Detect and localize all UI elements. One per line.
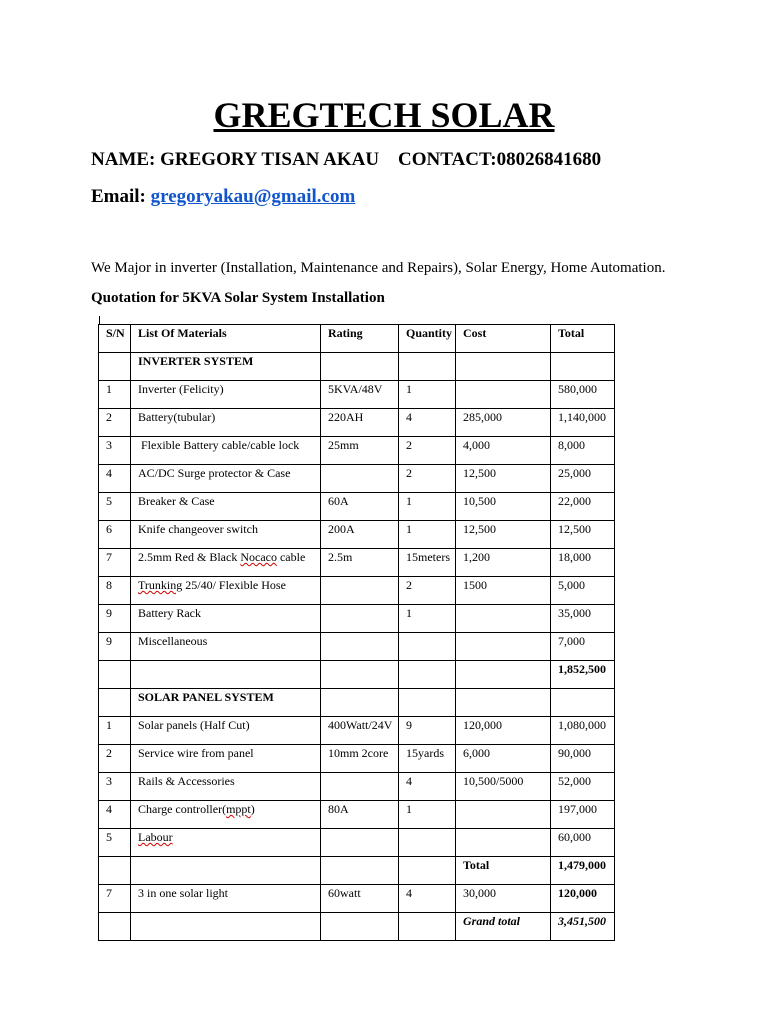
material-text: 2.5mm Red & Black	[138, 550, 241, 564]
material-cell: AC/DC Surge protector & Case	[131, 465, 321, 493]
rating-cell: 220AH	[321, 409, 399, 437]
spellcheck-word: Trunking	[138, 578, 183, 592]
sn-cell: 2	[99, 745, 131, 773]
rating-cell: 5KVA/48V	[321, 381, 399, 409]
table-row	[99, 493, 615, 521]
rating-cell: 60A	[321, 493, 399, 521]
table-cell	[456, 661, 551, 689]
cost-cell: 12,500	[456, 465, 551, 493]
sn-cell: 1	[99, 717, 131, 745]
subtotal-row	[99, 661, 615, 689]
material-cell	[131, 577, 321, 605]
solar-total-row	[99, 857, 615, 885]
table-cell	[399, 913, 456, 941]
sn-cell: 2	[99, 409, 131, 437]
table-cell	[456, 689, 551, 717]
material-cell	[131, 801, 321, 829]
section-row-solar	[99, 689, 615, 717]
table-cell	[99, 353, 131, 381]
grand-total: 3,451,500	[551, 913, 615, 941]
table-cell	[551, 353, 615, 381]
table-row	[99, 409, 615, 437]
material-text: 25/40/ Flexible Hose	[182, 578, 286, 592]
total-cell: 1,140,000	[551, 409, 615, 437]
table-cell	[551, 689, 615, 717]
sn-cell: 3	[99, 437, 131, 465]
sn-cell: 1	[99, 381, 131, 409]
quotation-title: Quotation for 5KVA Solar System Installation	[91, 290, 385, 306]
section-heading: INVERTER SYSTEM	[131, 353, 321, 381]
quantity-cell: 1	[399, 381, 456, 409]
quantity-cell: 4	[399, 773, 456, 801]
total-cell: 60,000	[551, 829, 615, 857]
cost-cell: 30,000	[456, 885, 551, 913]
table-cell	[99, 913, 131, 941]
table-row	[99, 465, 615, 493]
text-cursor	[99, 316, 100, 324]
material-cell: Solar panels (Half Cut)	[131, 717, 321, 745]
grand-total-row	[99, 913, 615, 941]
rating-cell	[321, 465, 399, 493]
cost-cell: 12,500	[456, 521, 551, 549]
spellcheck-word: Nocaco	[240, 550, 277, 564]
quotation-table	[98, 324, 615, 941]
rating-cell: 200A	[321, 521, 399, 549]
total-cell: 52,000	[551, 773, 615, 801]
sn-cell: 4	[99, 465, 131, 493]
total-cell: 5,000	[551, 577, 615, 605]
rating-cell	[321, 577, 399, 605]
table-row	[99, 381, 615, 409]
table-cell	[399, 857, 456, 885]
table-cell	[399, 661, 456, 689]
material-cell: Battery Rack	[131, 605, 321, 633]
table-cell	[321, 689, 399, 717]
material-cell: Rails & Accessories	[131, 773, 321, 801]
email-line	[91, 185, 355, 209]
grand-total-label: Grand total	[456, 913, 551, 941]
table-cell	[131, 857, 321, 885]
email-link[interactable]: gregoryakau@gmail.com	[150, 186, 356, 207]
quantity-cell: 15meters	[399, 549, 456, 577]
table-header-row	[99, 325, 615, 353]
spellcheck-word: Labour	[138, 830, 173, 844]
quantity-cell: 1	[399, 605, 456, 633]
table-row	[99, 745, 615, 773]
table-cell	[131, 661, 321, 689]
rating-cell: 60watt	[321, 885, 399, 913]
intro-text: We Major in inverter (Installation, Maintenance and Repairs), Solar Energy, Home Automation.	[91, 260, 666, 276]
quantity-cell: 15yards	[399, 745, 456, 773]
table-row	[99, 521, 615, 549]
cost-cell	[456, 381, 551, 409]
cost-cell: 120,000	[456, 717, 551, 745]
quantity-cell: 2	[399, 465, 456, 493]
table-row	[99, 829, 615, 857]
total-cell: 25,000	[551, 465, 615, 493]
quantity-cell: 1	[399, 493, 456, 521]
rating-cell: 10mm 2core	[321, 745, 399, 773]
table-row	[99, 773, 615, 801]
material-cell	[131, 829, 321, 857]
total-cell: 580,000	[551, 381, 615, 409]
total-cell: 22,000	[551, 493, 615, 521]
contact-line: NAME: GREGORY TISAN AKAU CONTACT:08026841680	[91, 149, 602, 170]
table-row	[99, 633, 615, 661]
cost-cell	[456, 633, 551, 661]
material-cell: Flexible Battery cable/cable lock	[131, 437, 321, 465]
cost-cell: 285,000	[456, 409, 551, 437]
total-cell: 7,000	[551, 633, 615, 661]
material-text: )	[250, 802, 255, 816]
rating-cell: 25mm	[321, 437, 399, 465]
cost-cell: 10,500	[456, 493, 551, 521]
sn-cell: 8	[99, 577, 131, 605]
table-cell	[399, 353, 456, 381]
header-total: Total	[551, 325, 615, 353]
total-cell: 90,000	[551, 745, 615, 773]
table-row	[99, 717, 615, 745]
spellcheck-word: mppt	[226, 802, 251, 816]
solar-total: 1,479,000	[551, 857, 615, 885]
sn-cell: 4	[99, 801, 131, 829]
total-cell: 18,000	[551, 549, 615, 577]
table-row	[99, 549, 615, 577]
table-cell	[99, 689, 131, 717]
total-cell: 8,000	[551, 437, 615, 465]
cost-cell	[456, 829, 551, 857]
material-cell	[131, 549, 321, 577]
material-text: Charge controller(	[138, 802, 227, 816]
section-row-inverter	[99, 353, 615, 381]
table-row	[99, 885, 615, 913]
header-cost: Cost	[456, 325, 551, 353]
table-cell	[99, 661, 131, 689]
sn-cell: 3	[99, 773, 131, 801]
quantity-cell: 9	[399, 717, 456, 745]
quantity-cell: 4	[399, 885, 456, 913]
quantity-cell: 1	[399, 521, 456, 549]
sn-cell: 9	[99, 633, 131, 661]
rating-cell	[321, 633, 399, 661]
sn-cell: 9	[99, 605, 131, 633]
material-text: cable	[276, 550, 306, 564]
header-sn: S/N	[99, 325, 131, 353]
material-cell: Battery(tubular)	[131, 409, 321, 437]
material-cell: Knife changeover switch	[131, 521, 321, 549]
total-cell: 120,000	[551, 885, 615, 913]
quantity-cell: 2	[399, 577, 456, 605]
sn-cell: 5	[99, 829, 131, 857]
header-quantity: Quantity	[399, 325, 456, 353]
total-cell: 1,080,000	[551, 717, 615, 745]
quantity-cell: 4	[399, 409, 456, 437]
material-cell: 3 in one solar light	[131, 885, 321, 913]
cost-cell: 1500	[456, 577, 551, 605]
inverter-subtotal: 1,852,500	[551, 661, 615, 689]
table-row	[99, 577, 615, 605]
material-cell: Miscellaneous	[131, 633, 321, 661]
quantity-cell: 2	[399, 437, 456, 465]
table-row	[99, 437, 615, 465]
company-title: GREGTECH SOLAR	[213, 95, 555, 135]
section-heading: SOLAR PANEL SYSTEM	[131, 689, 321, 717]
quantity-cell	[399, 633, 456, 661]
header-rating: Rating	[321, 325, 399, 353]
header-materials: List Of Materials	[131, 325, 321, 353]
cost-cell	[456, 605, 551, 633]
cost-cell: 10,500/5000	[456, 773, 551, 801]
rating-cell: 400Watt/24V	[321, 717, 399, 745]
material-cell: Inverter (Felicity)	[131, 381, 321, 409]
sn-cell: 6	[99, 521, 131, 549]
cost-cell: 6,000	[456, 745, 551, 773]
rating-cell: 80A	[321, 801, 399, 829]
table-cell	[456, 353, 551, 381]
quantity-cell: 1	[399, 801, 456, 829]
table-row	[99, 801, 615, 829]
email-label: Email:	[91, 186, 151, 207]
total-cell: 197,000	[551, 801, 615, 829]
table-cell	[321, 913, 399, 941]
table-cell	[321, 857, 399, 885]
sn-cell: 7	[99, 549, 131, 577]
table-cell	[321, 661, 399, 689]
rating-cell	[321, 605, 399, 633]
table-row	[99, 605, 615, 633]
material-cell: Service wire from panel	[131, 745, 321, 773]
table-cell	[321, 353, 399, 381]
total-cell: 12,500	[551, 521, 615, 549]
total-cell: 35,000	[551, 605, 615, 633]
cost-cell: 1,200	[456, 549, 551, 577]
sn-cell: 7	[99, 885, 131, 913]
table-cell	[131, 913, 321, 941]
cost-cell: 4,000	[456, 437, 551, 465]
quantity-cell	[399, 829, 456, 857]
cost-cell	[456, 801, 551, 829]
rating-cell: 2.5m	[321, 549, 399, 577]
table-cell	[99, 857, 131, 885]
material-cell: Breaker & Case	[131, 493, 321, 521]
rating-cell	[321, 829, 399, 857]
rating-cell	[321, 773, 399, 801]
sn-cell: 5	[99, 493, 131, 521]
solar-total-label: Total	[456, 857, 551, 885]
table-cell	[399, 689, 456, 717]
